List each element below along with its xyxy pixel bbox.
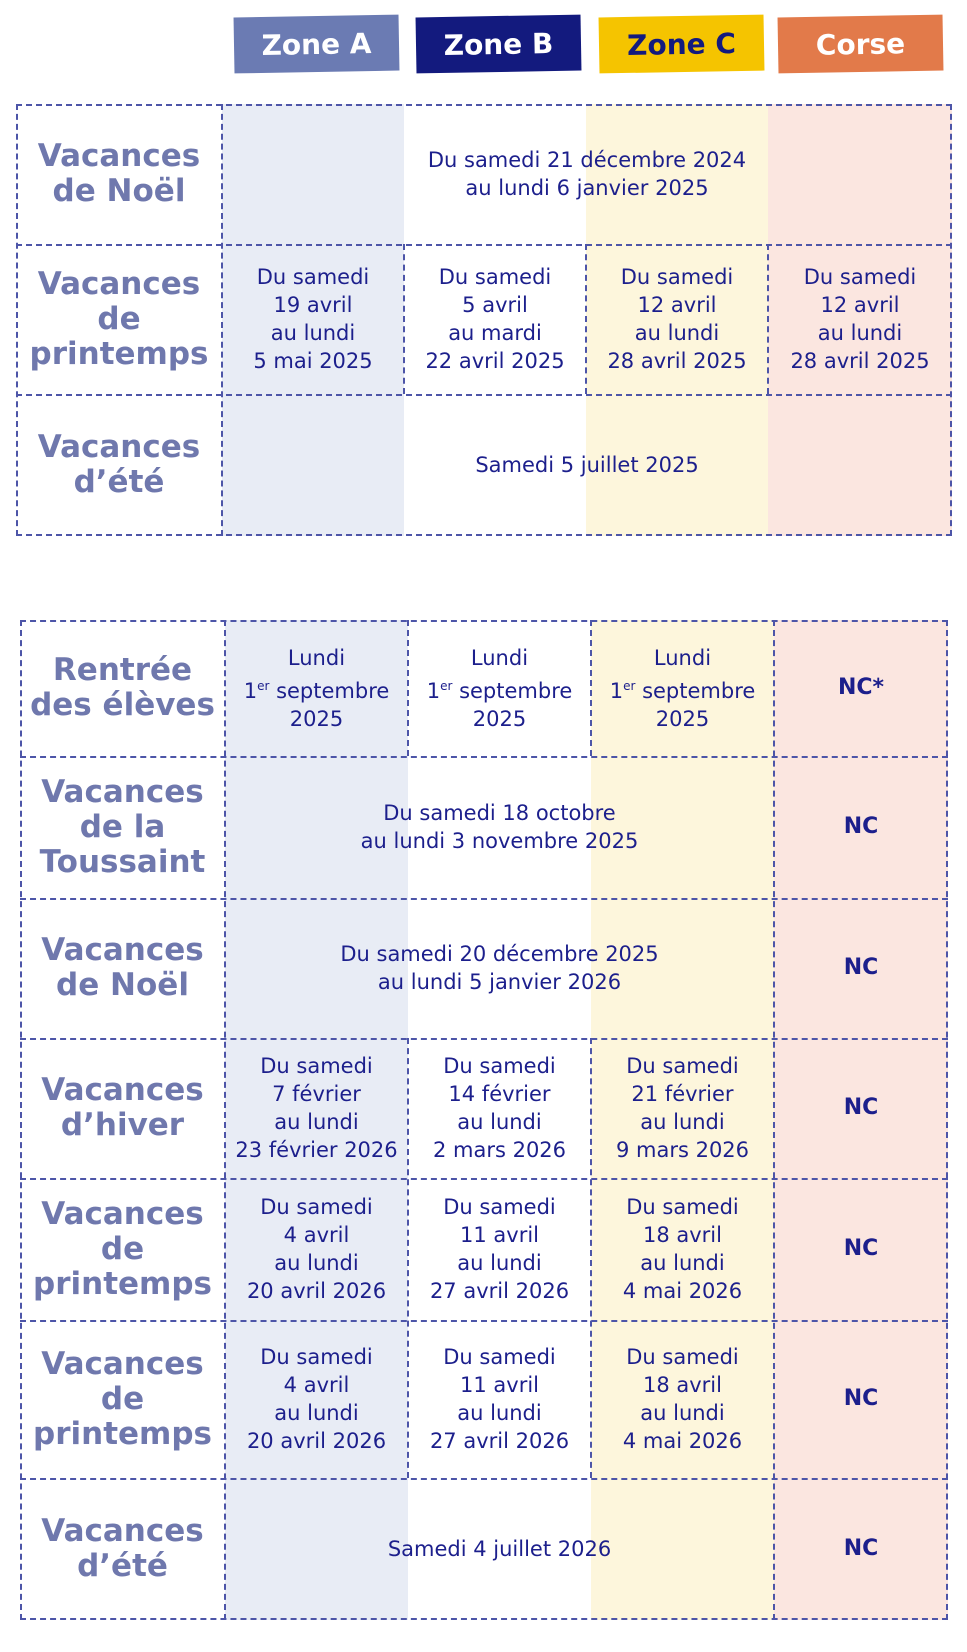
printemps-zone-c-cell: Du samedi 18 avril au lundi 4 mai 2026 (622, 1345, 743, 1453)
border (20, 1478, 948, 1480)
hiver-zone-a-cell: Du samedi 7 février au lundi 23 février 2026 (235, 1054, 398, 1162)
printemps-zone-a-cell: Du samedi 19 avril au lundi 5 mai 2025 (253, 265, 373, 373)
rentree-zone-c-cell: Lundi 1er septembre 2025 (609, 645, 756, 731)
border (16, 244, 952, 246)
border (403, 244, 405, 394)
border (20, 1320, 948, 1322)
row-label-noel: Vacances de Noël (41, 932, 204, 1003)
border (224, 620, 226, 1620)
row-label-hiver: Vacances d’hiver (41, 1072, 204, 1143)
hiver-corse-cell: NC (843, 1095, 879, 1120)
zone-a-badge: Zone A (234, 15, 400, 74)
border (20, 898, 948, 900)
row-label-rentree: Rentrée des élèves (30, 652, 215, 723)
rentree-zone-b-cell: Lundi 1er septembre 2025 (426, 645, 573, 731)
printemps-zone-b-cell: Du samedi 5 avril au mardi 22 avril 2025 (425, 265, 565, 373)
noel-corse-cell: NC (843, 955, 879, 980)
border (20, 1178, 948, 1180)
printemps-zone-a-cell: Du samedi 4 avril au lundi 20 avril 2026 (246, 1195, 387, 1303)
row-label-toussaint: Vacances de la Toussaint (39, 773, 206, 880)
printemps-corse-cell: NC (843, 1236, 879, 1261)
border (946, 620, 948, 1620)
printemps-zone-b-cell: Du samedi 11 avril au lundi 27 avril 2026 (429, 1345, 570, 1453)
row-label-ete: Vacances d’été (41, 1513, 204, 1584)
printemps-zone-c-cell: Du samedi 12 avril au lundi 28 avril 2025 (607, 265, 747, 373)
border (773, 620, 775, 1620)
ete-corse-cell: NC (843, 1536, 879, 1561)
border (16, 104, 952, 106)
toussaint-corse-cell: NC (843, 814, 879, 839)
printemps-corse-cell: NC (843, 1386, 879, 1411)
border (16, 534, 952, 536)
border (407, 620, 409, 756)
noel-merged-cell: Du samedi 21 décembre 2024 au lundi 6 janvier 2025 (427, 148, 747, 200)
row-label-printemps: Vacances de printemps (33, 1195, 212, 1302)
border (590, 620, 592, 756)
row-label-ete: Vacances d’été (37, 429, 201, 500)
row-label-printemps: Vacances de printemps (29, 265, 209, 372)
hiver-zone-c-cell: Du samedi 21 février au lundi 9 mars 2026 (615, 1054, 750, 1162)
border (16, 104, 18, 536)
border (221, 104, 223, 536)
border (20, 756, 948, 758)
printemps-zone-b-cell: Du samedi 11 avril au lundi 27 avril 2026 (429, 1195, 570, 1303)
border (407, 1038, 409, 1478)
noel-merged-cell: Du samedi 20 décembre 2025 au lundi 5 janvier 2026 (340, 942, 659, 994)
border (20, 620, 948, 622)
border (950, 104, 952, 536)
table-2024-2025 (16, 104, 952, 536)
corse-badge: Corse (778, 15, 944, 74)
ete-merged-cell: Samedi 4 juillet 2026 (387, 1537, 612, 1561)
border (20, 620, 22, 1620)
table-2025-2026 (20, 620, 948, 1620)
rentree-zone-a-cell: Lundi 1er septembre 2025 (243, 645, 390, 731)
printemps-zone-c-cell: Du samedi 18 avril au lundi 4 mai 2026 (622, 1195, 743, 1303)
border (590, 1038, 592, 1478)
rentree-corse-cell: NC* (837, 675, 885, 700)
zone-c-badge: Zone C (599, 15, 765, 74)
border (20, 1618, 948, 1620)
row-label-printemps: Vacances de printemps (33, 1345, 212, 1452)
ete-merged-cell: Samedi 5 juillet 2025 (475, 453, 699, 477)
border (585, 244, 587, 394)
toussaint-merged-cell: Du samedi 18 octobre au lundi 3 novembre 2025 (360, 801, 639, 853)
row-label-noel: Vacances de Noël (37, 138, 201, 209)
zone-b-badge: Zone B (416, 15, 582, 74)
printemps-zone-a-cell: Du samedi 4 avril au lundi 20 avril 2026 (246, 1345, 387, 1453)
printemps-corse-cell: Du samedi 12 avril au lundi 28 avril 2025 (790, 265, 930, 373)
border (16, 394, 952, 396)
hiver-zone-b-cell: Du samedi 14 février au lundi 2 mars 2026 (432, 1054, 567, 1162)
border (767, 244, 769, 394)
border (20, 1038, 948, 1040)
